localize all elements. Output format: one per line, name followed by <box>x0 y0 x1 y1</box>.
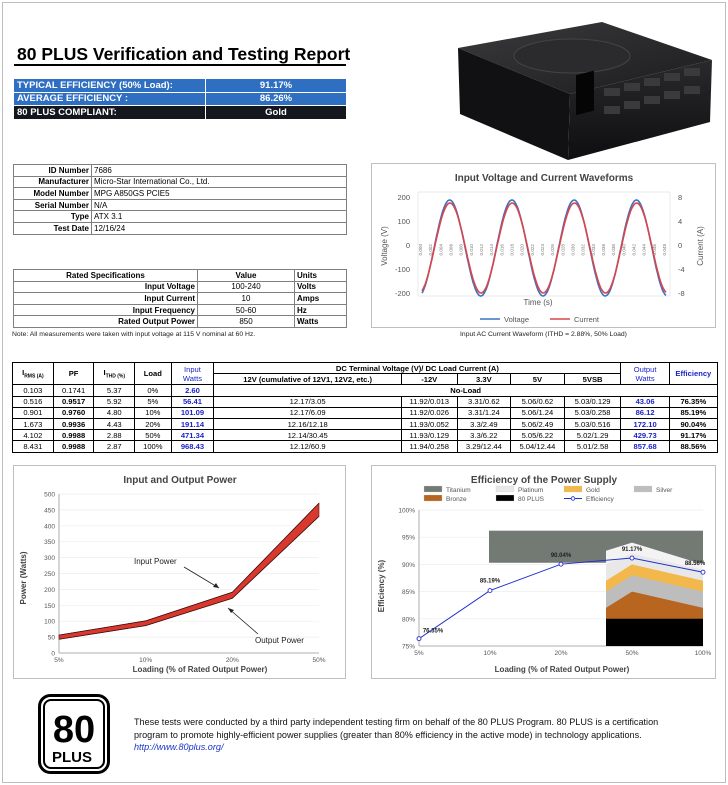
summary-value: Gold <box>206 106 347 120</box>
cell-v33: 3.31/1.24 <box>457 407 511 418</box>
waveform-title: Input Voltage and Current Waveforms <box>454 173 634 184</box>
annotation-input-power: Input Power <box>134 557 177 566</box>
summary-label: TYPICAL EFFICIENCY (50% Load): <box>14 79 206 93</box>
spec-header: Units <box>295 270 347 282</box>
cell-pf: 0.9517 <box>53 396 94 407</box>
cell-v12: 12.16/12.18 <box>214 418 402 429</box>
cell-load: 100% <box>135 441 171 452</box>
cell-eff: 90.04% <box>669 418 717 429</box>
cell-irms: 0.901 <box>13 407 54 418</box>
x-tick-label: 0.024 <box>540 244 545 256</box>
y-tick-label: 85% <box>401 589 415 597</box>
table-row <box>14 293 347 305</box>
efficiency-chart <box>372 466 717 680</box>
y-tick-label: 50 <box>47 634 55 642</box>
tick-label: 200 <box>397 193 410 202</box>
cell-irms: 0.103 <box>13 385 54 396</box>
x-tick-label: 0.042 <box>631 244 637 256</box>
y-tick-label: 90% <box>401 561 415 569</box>
cell-v12: 12.17/3.05 <box>214 396 402 407</box>
cell-eff: 88.56% <box>669 441 717 452</box>
y-tick-label: 75% <box>401 643 415 651</box>
cell-vm12: 11.93/0.052 <box>401 418 457 429</box>
x-tick-label: 0.034 <box>590 244 596 256</box>
x-tick-label: 0.008 <box>458 244 464 256</box>
cell-input: 2.60 <box>171 385 214 396</box>
psu-product-image <box>452 18 717 164</box>
x-tick-label: 0.014 <box>489 244 495 256</box>
spec-value: 850 <box>198 316 295 328</box>
spec-unit: Amps <box>295 293 347 305</box>
cell-ithd: 2.88 <box>94 430 135 441</box>
footer-link[interactable]: http://www.80plus.org/ <box>134 742 224 752</box>
footer-text: These tests were conducted by a third party independent testing firm on behalf of the 80 PLUS Program. 80 PLUS is a certification program to promote highly-efficient power supplies (greater than 80% efficiency in the active mode) in technology applications. <box>134 717 659 740</box>
id-key: Model Number <box>14 188 92 200</box>
logo-plus: PLUS <box>51 749 93 766</box>
legend-swatch <box>424 486 442 492</box>
col-output-watts: Output Watts <box>621 363 669 385</box>
id-value: ATX 3.1 <box>92 211 347 223</box>
spec-value: 100-240 <box>198 281 295 293</box>
cell-load: 50% <box>135 430 171 441</box>
x-tick-label: 0.046 <box>651 244 657 256</box>
input-power-line <box>59 503 319 635</box>
power-series <box>59 503 319 639</box>
tick-label: -4 <box>678 265 685 274</box>
id-value: 7686 <box>92 165 347 177</box>
y-tick-label: 300 <box>44 555 55 563</box>
spec-key: Input Voltage <box>14 281 198 293</box>
footer <box>134 716 694 754</box>
tick-label: 0 <box>678 241 683 250</box>
cell-eff: 85.19% <box>669 407 717 418</box>
x-tick-label: 0.026 <box>550 244 556 256</box>
id-key: Type <box>14 211 92 223</box>
cell-ithd: 2.87 <box>94 441 135 452</box>
spec-unit: Hz <box>295 304 347 316</box>
cell-irms: 8.431 <box>13 441 54 452</box>
cell-v5sb: 5.03/0.258 <box>564 407 621 418</box>
power-title: Input and Output Power <box>123 475 237 486</box>
cell-v5: 5.04/12.44 <box>511 441 565 452</box>
x-tick-label: 5% <box>414 650 424 657</box>
cell-irms: 4.102 <box>13 430 54 441</box>
power-xlabel: Loading (% of Rated Output Power) <box>132 665 268 674</box>
cell-vm12: 11.92/0.026 <box>401 407 457 418</box>
title-underline <box>14 64 346 66</box>
spec-key: Input Frequency <box>14 304 198 316</box>
col-dc-terminal: DC Terminal Voltage (V)/ DC Load Current (A) <box>214 363 621 374</box>
legend-swatch <box>564 486 582 492</box>
waveform-ylabel-left: Voltage (V) <box>380 226 389 266</box>
table-row <box>14 304 347 316</box>
col-12v: 12V (cumulative of 12V1, 12V2, etc.) <box>214 374 402 385</box>
y-tick-label: 400 <box>44 523 55 531</box>
annotation-output-power: Output Power <box>255 636 304 645</box>
y-tick-label: 450 <box>44 507 55 515</box>
table-row <box>14 199 347 211</box>
waveform-caption: Input AC Current Waveform (ITHD = 2.88%, 50% Load) <box>460 331 627 338</box>
power-chart <box>14 466 347 680</box>
cell-input: 101.09 <box>171 407 214 418</box>
spec-value: 50-60 <box>198 304 295 316</box>
waveform-left-axis <box>395 193 410 298</box>
data-label: 85.19% <box>479 578 501 585</box>
legend-label: Gold <box>586 487 600 494</box>
cell-load: 5% <box>135 396 171 407</box>
x-tick-label: 0.032 <box>580 244 586 256</box>
x-tick-label: 0.002 <box>428 244 434 256</box>
x-tick-label: 0.006 <box>448 244 454 256</box>
legend-label: Bronze <box>446 496 467 503</box>
waveform-chart <box>372 164 717 329</box>
cell-output: 172.10 <box>621 418 669 429</box>
cell-input: 968.43 <box>171 441 214 452</box>
id-value: 12/16/24 <box>92 222 347 234</box>
cell-input: 471.34 <box>171 430 214 441</box>
efficiency-point <box>488 589 492 593</box>
irms-label: I <box>22 367 25 377</box>
cell-ithd: 4.80 <box>94 407 135 418</box>
identity-table <box>13 164 347 235</box>
legend-label: Platinum <box>518 487 544 494</box>
tick-label: -8 <box>678 289 685 298</box>
x-tick-label: 20% <box>225 657 239 664</box>
cell-output: 43.06 <box>621 396 669 407</box>
cell-input: 191.14 <box>171 418 214 429</box>
x-tick-label: 0.016 <box>499 244 505 256</box>
cell-pf: 0.9760 <box>53 407 94 418</box>
table-row <box>14 222 347 234</box>
y-tick-label: 350 <box>44 539 55 547</box>
table-row <box>14 165 347 177</box>
tick-label: 4 <box>678 217 683 226</box>
y-tick-label: 200 <box>44 586 55 594</box>
efficiency-title: Efficiency of the Power Supply <box>470 475 618 486</box>
cell-v5sb: 5.03/0.129 <box>564 396 621 407</box>
cell-eff: 76.35% <box>669 396 717 407</box>
ithd-label: I <box>103 367 106 377</box>
tick-label: -200 <box>394 289 410 298</box>
power-chart-frame <box>13 465 346 679</box>
table-row <box>14 281 347 293</box>
logo-80: 80 <box>52 709 96 751</box>
id-key: ID Number <box>14 165 92 177</box>
col-minus12v: -12V <box>401 374 457 385</box>
x-tick-label: 0.040 <box>621 243 627 256</box>
y-tick-label: 0 <box>51 650 55 658</box>
y-tick-label: 100% <box>398 507 415 515</box>
cell-ithd: 5.92 <box>94 396 135 407</box>
irms-sub: RMS (A) <box>24 373 44 380</box>
summary-row <box>14 106 347 120</box>
data-label: 90.04% <box>550 553 572 560</box>
cell-load: 10% <box>135 407 171 418</box>
arrowhead <box>213 583 219 588</box>
efficiency-xlabel: Loading (% of Rated Output Power) <box>494 665 630 674</box>
efficiency-point <box>417 637 421 641</box>
table-header-row <box>14 270 347 282</box>
data-label: 76.35% <box>422 628 444 635</box>
x-tick-label: 100% <box>694 650 712 657</box>
data-label: 88.56% <box>684 561 706 568</box>
efficiency-chart-frame <box>371 465 716 679</box>
spec-unit: Volts <box>295 281 347 293</box>
table-row <box>14 188 347 200</box>
col-irms <box>13 363 54 385</box>
table-row <box>13 430 718 441</box>
ithd-sub: THD (%) <box>105 373 126 380</box>
power-band <box>59 503 319 639</box>
cell-v5sb: 5.02/1.29 <box>564 430 621 441</box>
legend-marker <box>571 497 575 501</box>
cell-vm12: 11.93/0.129 <box>401 430 457 441</box>
cell-vm12: 11.92/0.013 <box>401 396 457 407</box>
id-key: Manufacturer <box>14 176 92 188</box>
x-tick-label: 50% <box>625 650 639 657</box>
cell-pf: 0.9936 <box>53 418 94 429</box>
tick-label: 100 <box>397 217 410 226</box>
efficiency-point <box>701 570 705 574</box>
x-tick-label: 0.036 <box>601 244 606 256</box>
legend-swatch <box>424 495 442 501</box>
summary-row <box>14 92 347 106</box>
cell-v5: 5.06/2.49 <box>511 418 565 429</box>
cell-v33: 3.3/2.49 <box>457 418 511 429</box>
legend-label: 80 PLUS <box>518 496 545 503</box>
tick-label: -100 <box>394 265 410 274</box>
spec-key: Input Current <box>14 293 198 305</box>
id-value: N/A <box>92 199 347 211</box>
legend-label: Efficiency <box>586 496 614 503</box>
band-80plus <box>606 619 703 646</box>
spec-header: Value <box>198 270 295 282</box>
cell-output: 857.68 <box>621 441 669 452</box>
cell-output: 86.12 <box>621 407 669 418</box>
x-tick-label: 0.018 <box>509 244 515 256</box>
id-value: Micro-Star International Co., Ltd. <box>92 176 347 188</box>
x-tick-label: 0.020 <box>519 244 525 256</box>
cell-v5: 5.05/6.22 <box>511 430 565 441</box>
y-tick-label: 250 <box>44 571 55 578</box>
id-value: MPG A850GS PCIE5 <box>92 188 347 200</box>
cell-v5sb: 5.03/0.516 <box>564 418 621 429</box>
cell-ithd: 5.37 <box>94 385 135 396</box>
table-row <box>13 418 718 429</box>
waveform-legend <box>480 315 600 324</box>
id-key: Serial Number <box>14 199 92 211</box>
summary-label: AVERAGE EFFICIENCY : <box>14 92 206 106</box>
x-tick-label: 20% <box>554 650 568 657</box>
summary-label: 80 PLUS COMPLIANT: <box>14 106 206 120</box>
cell-irms: 0.516 <box>13 396 54 407</box>
cell-eff: 91.17% <box>669 430 717 441</box>
tick-label: 0 <box>405 241 410 250</box>
annotation-arrow <box>184 567 219 588</box>
cell-irms: 1.673 <box>13 418 54 429</box>
power-ylabel: Power (Watts) <box>19 551 28 605</box>
legend-label: Silver <box>656 487 673 494</box>
cell-v5sb: 5.01/2.58 <box>564 441 621 452</box>
cell-pf: 0.9988 <box>53 430 94 441</box>
measurement-note: Note: All measurements were taken with input voltage at 115 V nominal at 60 Hz. <box>12 331 256 338</box>
efficiency-legend <box>424 486 673 503</box>
legend-swatch <box>496 495 514 501</box>
table-header-row <box>13 363 718 374</box>
x-tick-label: 0.022 <box>529 244 535 256</box>
cell-load: 0% <box>135 385 171 396</box>
x-tick-label: 0.004 <box>438 244 444 256</box>
cell-v5: 5.06/1.24 <box>511 407 565 418</box>
cell-output: 429.73 <box>621 430 669 441</box>
measurement-table <box>12 362 718 453</box>
cell-noload: No-Load <box>214 385 718 396</box>
table-row <box>14 176 347 188</box>
data-label: 91.17% <box>621 547 643 554</box>
x-tick-label: 0.010 <box>468 244 474 256</box>
cell-pf: 0.9988 <box>53 441 94 452</box>
legend-swatch <box>496 486 514 492</box>
cell-ithd: 4.43 <box>94 418 135 429</box>
cell-v33: 3.31/0.62 <box>457 396 511 407</box>
waveform-chart-frame <box>371 163 716 328</box>
table-row <box>13 385 718 396</box>
legend-swatch <box>634 486 652 492</box>
cell-v33: 3.29/12.44 <box>457 441 511 452</box>
specs-table <box>13 269 347 328</box>
cell-v12: 12.12/60.9 <box>214 441 402 452</box>
measurement-rows <box>13 396 718 452</box>
waveform-ylabel-right: Current (A) <box>696 226 705 266</box>
id-key: Test Date <box>14 222 92 234</box>
cell-v5: 5.06/0.62 <box>511 396 565 407</box>
cell-pf: 0.1741 <box>53 385 94 396</box>
cell-vm12: 11.94/0.258 <box>401 441 457 452</box>
table-row <box>13 396 718 407</box>
x-tick-label: 50% <box>312 657 326 664</box>
y-tick-label: 95% <box>401 534 415 542</box>
x-tick-label: 0.012 <box>479 244 484 256</box>
efficiency-point <box>630 556 634 560</box>
80plus-logo <box>38 694 110 774</box>
table-row <box>14 316 347 328</box>
table-row <box>13 441 718 452</box>
summary-table <box>13 78 347 120</box>
efficiency-bands <box>489 531 703 646</box>
summary-value: 86.26% <box>206 92 347 106</box>
x-tick-label: 0.048 <box>662 244 667 256</box>
cell-input: 56.41 <box>171 396 214 407</box>
x-tick-label: 10% <box>483 650 497 657</box>
x-tick-label: 0.038 <box>611 244 617 256</box>
col-5vsb: 5VSB <box>564 374 621 385</box>
legend-label: Titanium <box>446 487 471 494</box>
cell-v12: 12.14/30.45 <box>214 430 402 441</box>
col-input-watts: Input Watts <box>171 363 214 385</box>
waveform-right-axis <box>678 193 685 298</box>
x-tick-label: 0.028 <box>560 244 566 256</box>
x-tick-label: 0.000 <box>418 244 423 256</box>
efficiency-point <box>559 562 563 566</box>
col-ithd <box>94 363 135 385</box>
tick-label: 8 <box>678 193 683 202</box>
col-pf: PF <box>53 363 94 385</box>
cell-load: 20% <box>135 418 171 429</box>
table-row <box>14 211 347 223</box>
waveform-xlabel: Time (s) <box>523 298 553 307</box>
legend-label: Current <box>574 315 600 324</box>
y-tick-label: 500 <box>44 491 55 499</box>
x-tick-label: 0.030 <box>570 244 576 256</box>
summary-value: 91.17% <box>206 79 347 93</box>
col-load: Load <box>135 363 171 385</box>
spec-key: Rated Output Power <box>14 316 198 328</box>
x-tick-label: 10% <box>139 657 153 664</box>
spec-header: Rated Specifications <box>14 270 198 282</box>
report-title: 80 PLUS Verification and Testing Report <box>17 44 351 64</box>
cell-v33: 3.3/6.22 <box>457 430 511 441</box>
x-tick-label: 5% <box>54 657 64 664</box>
x-tick-label: 0.044 <box>641 244 647 256</box>
y-tick-label: 80% <box>401 616 415 624</box>
y-tick-label: 100 <box>44 618 55 626</box>
efficiency-ylabel: Efficiency (%) <box>377 559 386 613</box>
legend-label: Voltage <box>504 315 530 324</box>
y-tick-label: 150 <box>44 602 55 610</box>
summary-row <box>14 79 347 93</box>
cell-v12: 12.17/6.09 <box>214 407 402 418</box>
col-3v3: 3.3V <box>457 374 511 385</box>
col-5v: 5V <box>511 374 565 385</box>
spec-value: 10 <box>198 293 295 305</box>
table-row <box>13 407 718 418</box>
spec-unit: Watts <box>295 316 347 328</box>
col-efficiency: Efficiency <box>669 363 717 385</box>
